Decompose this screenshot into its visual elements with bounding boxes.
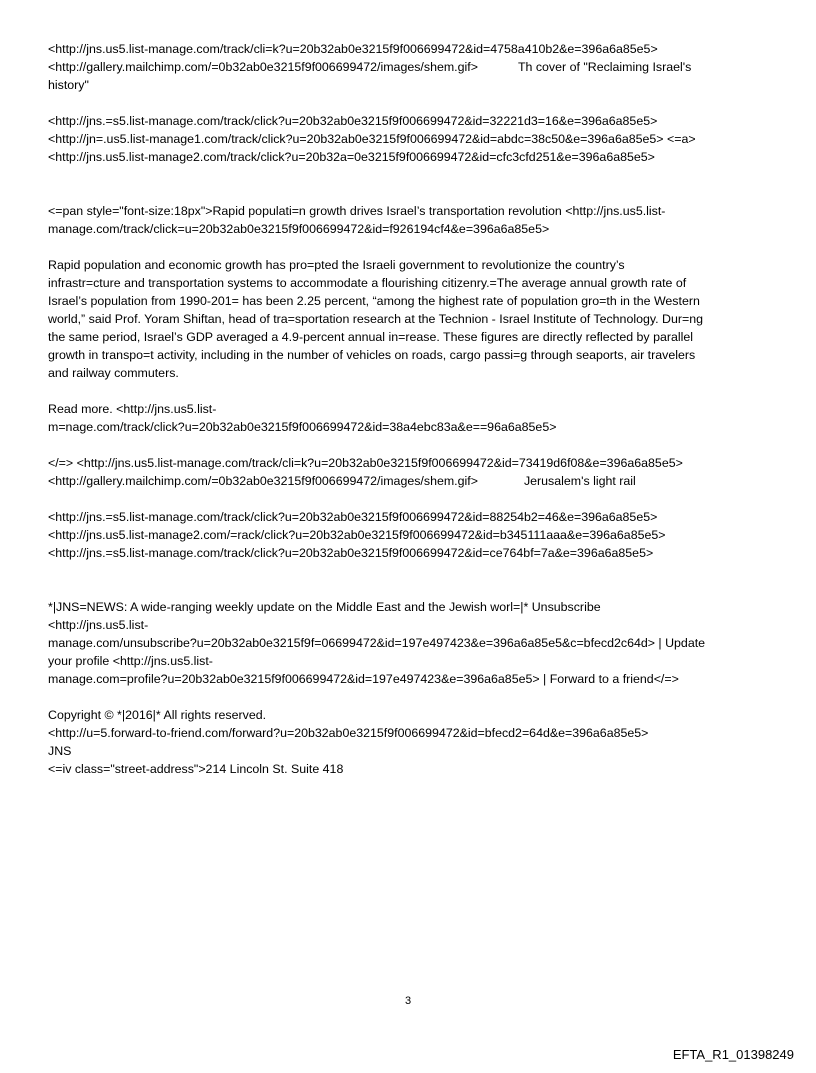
link-block-share-2 [48,508,778,562]
bates-number: EFTA_R1_01398249 [672,1047,794,1062]
document-page [48,40,778,778]
link-block-light-rail [48,454,778,490]
tracking-link: <http://jns.=s5.list-manage.com/track/click?u=20b32ab0e3215f9f006699472&id=32221d3=16&e=396a6a85e5> [48,114,658,128]
tracking-link: <http://jns.us5.list-manage2.com/=rack/click?u=20b32ab0e3215f9f006699472&id=b345111aaa&e=396a6a85e5> [48,528,666,542]
tracking-link: <http://jns.=s5.list-manage.com/track/click?u=20b32ab0e3215f9f006699472&id=ce764bf=7a&e=396a6a85e5> [48,546,654,560]
tracking-link: <http://jns.=s5.list-manage.com/track/click?u=20b32ab0e3215f9f006699472&id=88254b2=46&e=396a6a85e5> [48,510,658,524]
image-link: <http://gallery.mailchimp.com/=0b32ab0e3215f9f006699472/images/shem.gif> [48,474,478,488]
tracking-link: <http://jns.us5.list-manage2.com/track/click?u=20b32a=0e3215f9f006699472&id=cfc3cfd251&e=396a6a85e5> [48,150,655,164]
image-caption-continued: history" [48,78,89,92]
page-number: 3 [404,995,412,1007]
article-body: Rapid population and economic growth has pro=pted the Israeli government to revolutionize the country’s infrastr=cture and transportation systems to accommodate a flourishing citizenry.=The average annual growth rate of Israel’s population from 1990-201= has been 2.25 percent, “among the highest rate of population gro=th in the Western world,” said Prof. Yoram Shiftan, head of tra=sportation research at the Technion - Israel Institute of Technology. Dur=ng the same period, Israel’s GDP averaged a 4.9-percent annual in=rease. These figures are directly reflected by parallel growth in transpo=t activity, including in the number of vehicles on roads, cargo passi=g through seaports, air travelers and railway commuters. [48,258,704,380]
read-more: Read more. <http://jns.us5.list- m=nage.com/track/click?u=20b32ab0e3215f9f006699472&id=38a4ebc83a&e==96a6a85e5> [48,402,557,434]
tracking-link: <http://jn=.us5.list-manage1.com/track/click?u=20b32ab0e3215f9f006699472&id=abdc=38c50&e=396a6a85e5> <=a> [48,132,696,146]
newsletter-footer: *|JNS=NEWS: A wide-ranging weekly update on the Middle East and the Jewish worl=|* Unsubscribe <http://jns.us5.list- manage.com/unsubscribe?u=20b32ab0e3215f9f=06699472&id=197e497423&e=396a6a85e5&c=bfecd2c64d> | Update your profile <http://jns.us5.list- manage.com=profile?u=20b32ab0e3215f9f006699472&id=197e497423&e=396a6a85e5> | Forward to a friend</=> [48,600,706,686]
tracking-link: </=> <http://jns.us5.list-manage.com/track/cli=k?u=20b32ab0e3215f9f006699472&id=73419d6f08&e=396a6a85e5> [48,456,683,470]
image-caption: Jerusalem's light rail [523,474,636,488]
image-caption: Th cover of "Reclaiming Israel's [517,60,692,74]
link-block-share [48,112,778,166]
link-block-cover [48,40,778,94]
image-link: <http://gallery.mailchimp.com/=0b32ab0e3215f9f006699472/images/shem.gif> [48,60,478,74]
article-headline: <=pan style="font-size:18px">Rapid populati=n growth drives Israel’s transportation revolution <http://jns.us5.list- manage.com/track/click=u=20b32ab0e3215f9f006699472&id=f926194cf4&e=396a6a85e5> [48,204,666,236]
tracking-link: <http://jns.us5.list-manage.com/track/cli=k?u=20b32ab0e3215f9f006699472&id=4758a410b2&e=396a6a85e5> [48,42,658,56]
copyright-block: Copyright © *|2016|* All rights reserved. <http://u=5.forward-to-friend.com/forward?u=20b32ab0e3215f9f006699472&id=bfecd2=64d&e=396a6a85e5> JNS <=iv class="street-address">214 Lincoln St. Suite 418 [48,708,649,776]
